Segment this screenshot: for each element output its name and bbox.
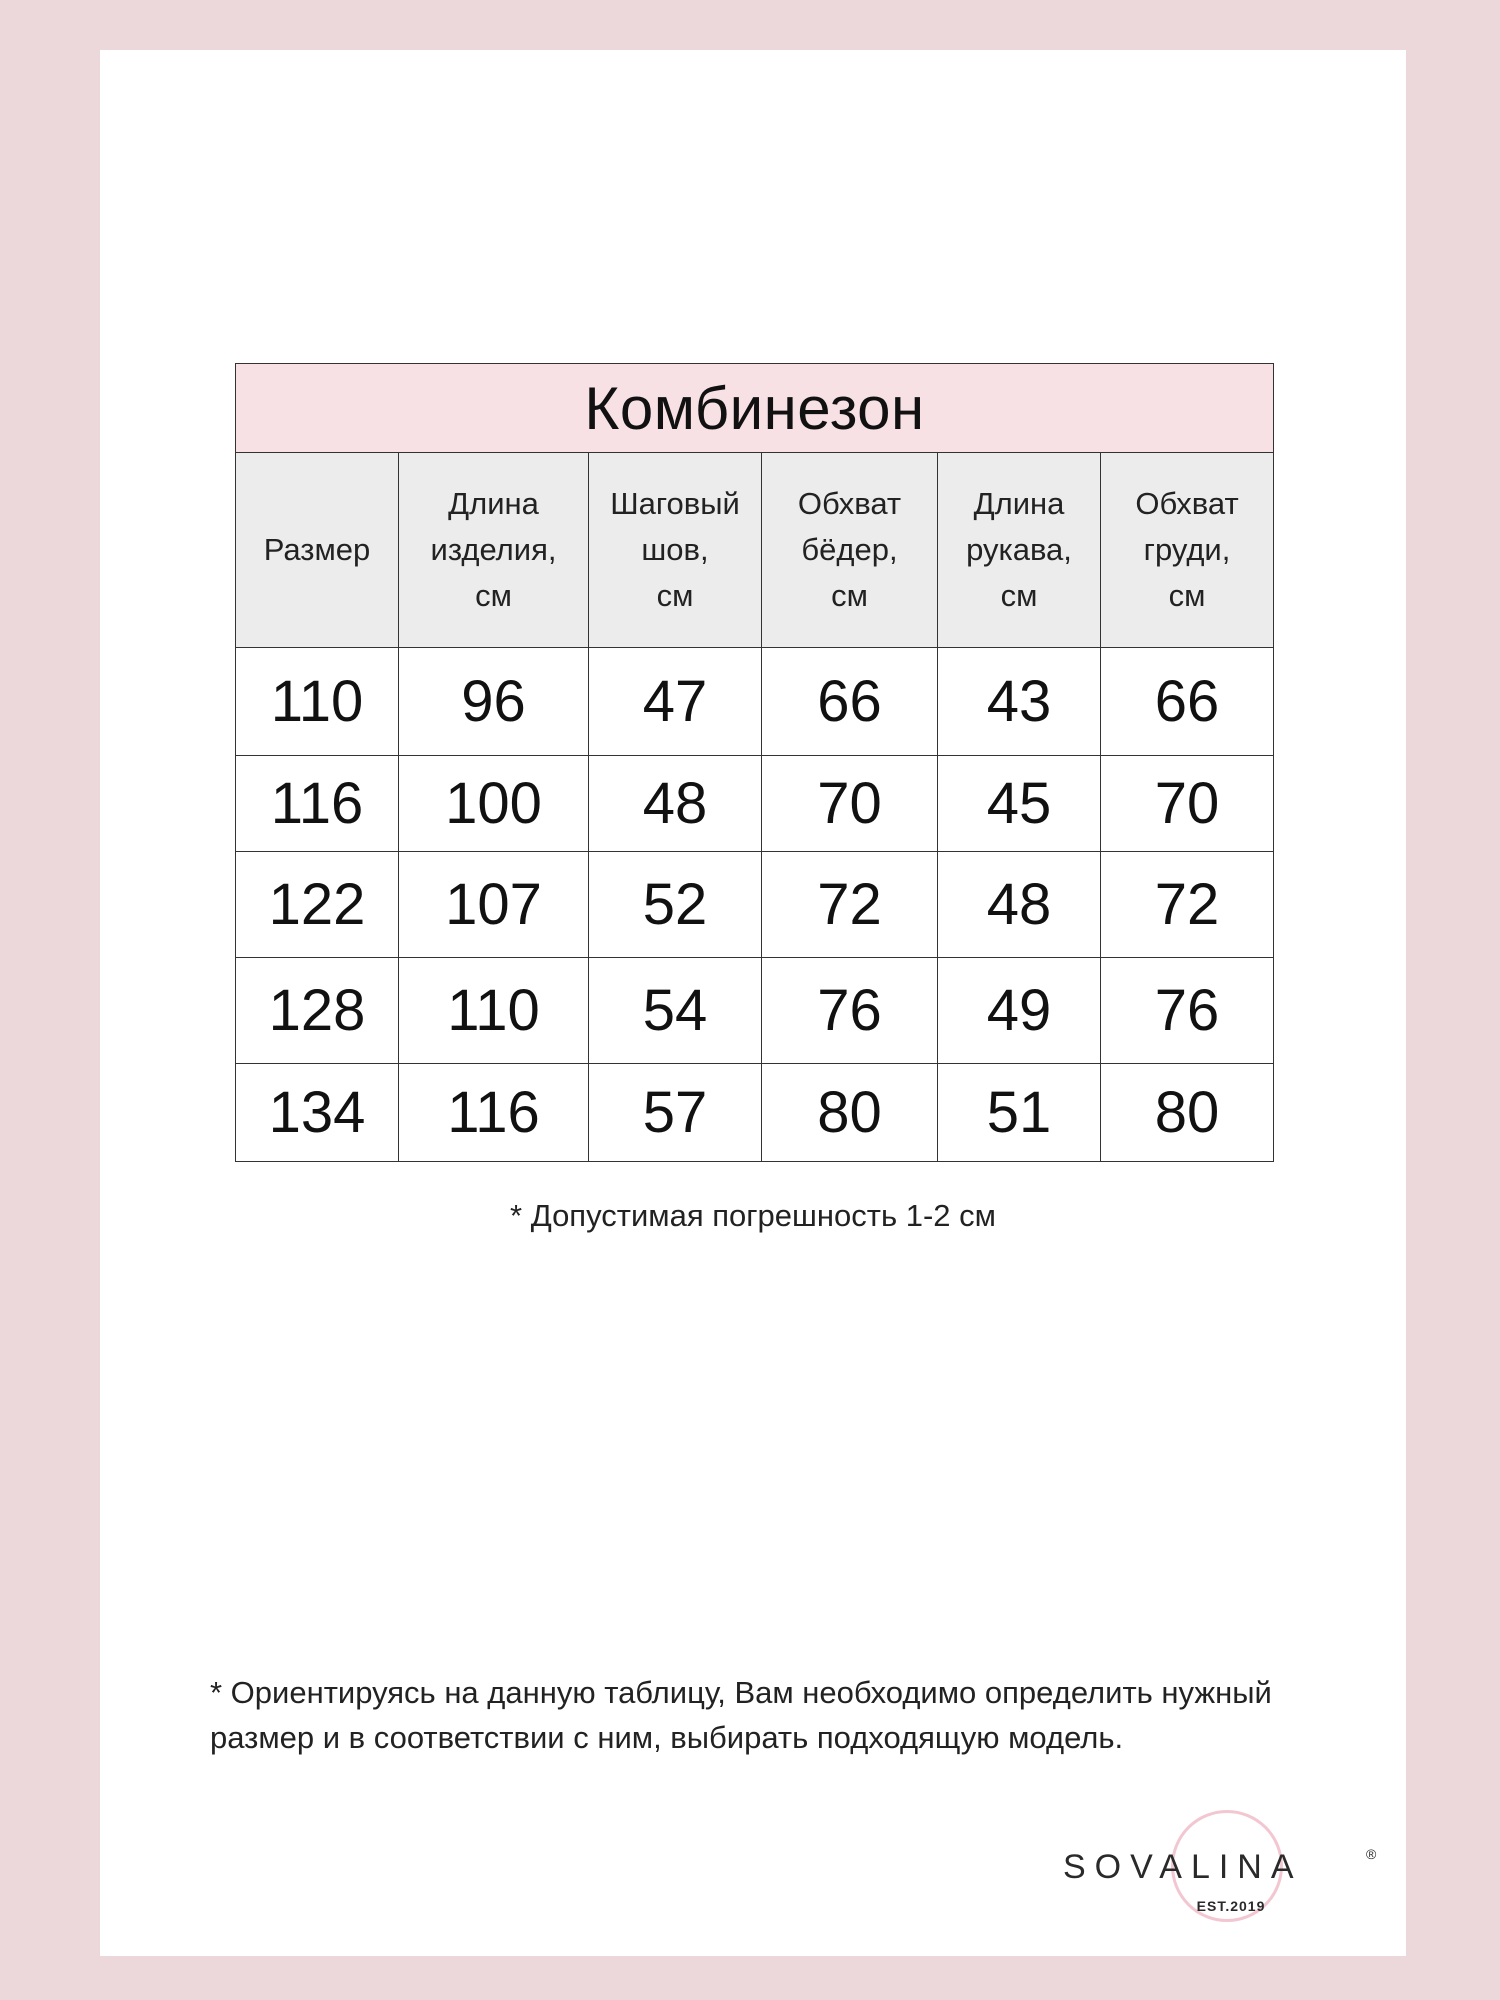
table-row [236,1064,1274,1162]
tolerance-note: * Допустимая погрешность 1-2 см [510,1198,996,1233]
table-row [236,852,1274,958]
logo-wordmark: SOVALINA [1063,1848,1303,1886]
cell-inseam: 47 [589,648,762,756]
cell-sleeve: 45 [938,756,1101,852]
cell-size: 128 [236,958,399,1064]
table-row [236,756,1274,852]
cell-size: 122 [236,852,399,958]
cell-size: 110 [236,648,399,756]
cell-chest: 80 [1101,1064,1274,1162]
cell-hips: 80 [762,1064,938,1162]
size-chart-card [100,50,1406,1956]
table-row [236,648,1274,756]
cell-chest: 72 [1101,852,1274,958]
header-hips: Обхват бёдер, см [762,453,938,648]
cell-hips: 66 [762,648,938,756]
table-row [236,958,1274,1064]
header-sleeve: Длина рукава, см [938,453,1101,648]
header-chest: Обхват груди, см [1101,453,1274,648]
cell-sleeve: 43 [938,648,1101,756]
header-inseam: Шаговый шов, см [589,453,762,648]
cell-hips: 70 [762,756,938,852]
guide-note: * Ориентируясь на данную таблицу, Вам необходимо определить нужный размер и в соответствии с ним, выбирать подходящую модель. [210,1675,1272,1755]
cell-inseam: 57 [589,1064,762,1162]
table-header-row [236,453,1274,648]
cell-length: 100 [399,756,589,852]
cell-size: 116 [236,756,399,852]
cell-hips: 76 [762,958,938,1064]
cell-sleeve: 48 [938,852,1101,958]
cell-sleeve: 49 [938,958,1101,1064]
cell-chest: 66 [1101,648,1274,756]
brand-logo [1063,1810,1393,1950]
header-length: Длина изделия, см [399,453,589,648]
cell-inseam: 52 [589,852,762,958]
header-size: Размер [236,453,399,648]
cell-length: 96 [399,648,589,756]
cell-size: 134 [236,1064,399,1162]
cell-inseam: 54 [589,958,762,1064]
table-title: Комбинезон [236,364,1274,453]
cell-hips: 72 [762,852,938,958]
cell-length: 116 [399,1064,589,1162]
cell-chest: 70 [1101,756,1274,852]
cell-chest: 76 [1101,958,1274,1064]
registered-mark: ® [1366,1846,1377,1862]
cell-length: 107 [399,852,589,958]
size-table [235,363,1274,1162]
cell-inseam: 48 [589,756,762,852]
cell-length: 110 [399,958,589,1064]
logo-est: EST.2019 [1196,1898,1266,1914]
cell-sleeve: 51 [938,1064,1101,1162]
